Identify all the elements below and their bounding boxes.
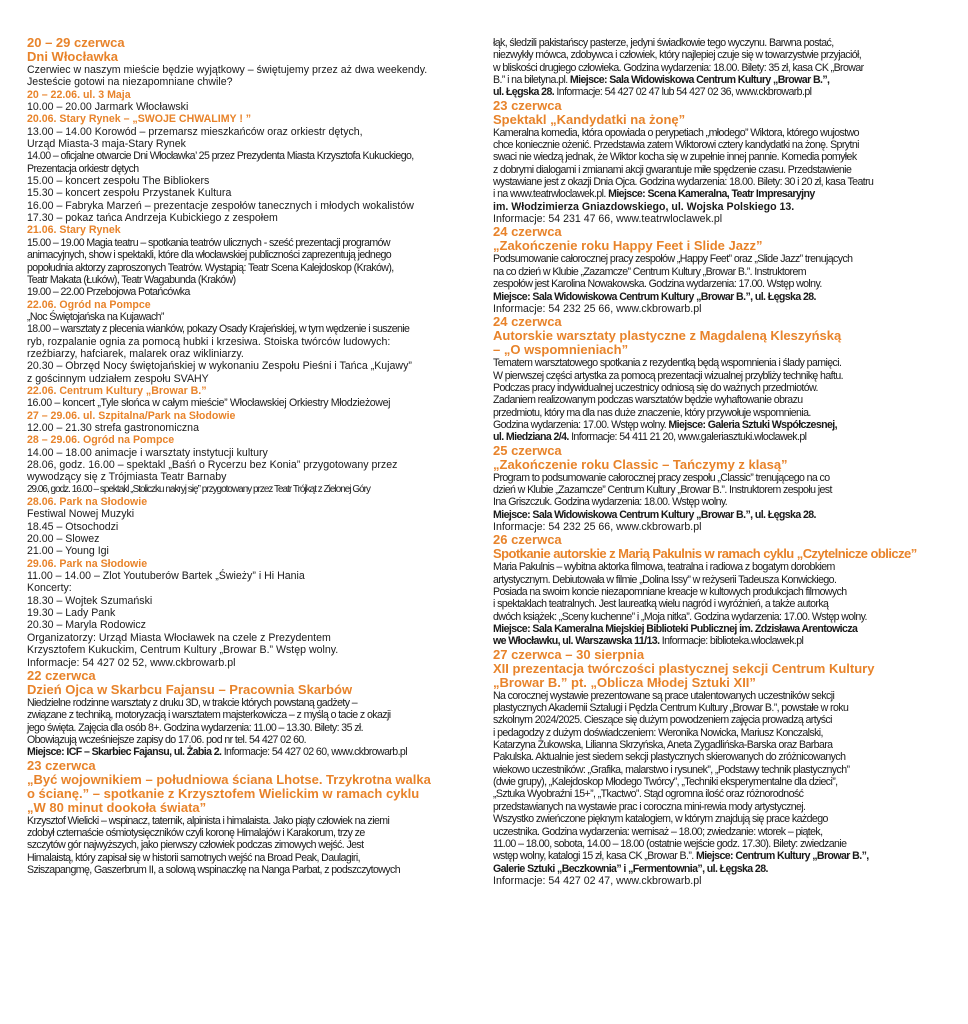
event-title-line: – „O wspomnieniach”	[493, 342, 629, 358]
description-line: i pedagodzy z dużym doświadczeniem: Weronika Nowicka, Mariusz Konczalski,	[493, 726, 823, 739]
event-title: „Zakończenie roku Classic – Tańczymy z klasą”	[493, 456, 788, 472]
venue-line	[493, 74, 953, 86]
event-wielicki	[27, 759, 475, 877]
event-title: Dni Włocławka	[27, 49, 119, 64]
event-kandydatki	[493, 99, 953, 226]
schedule-line: 16.00 – koncert „Tyle słońca w całym mieście” Włocławskiej Orkiestry Młodzieżowej	[27, 397, 391, 410]
description-line: Sziszapangmę, Gaszerbrum II, a solową wspinaczkę na Nanga Parbat, z podszczytowych	[27, 863, 400, 876]
description-line: łąk, śledzili pakistańscy pasterze, jedyni świadkowie tego wyczynu. Barwna postać,	[493, 37, 834, 49]
event-title-line: „Browar B.” pt. „Oblicza Młodej Sztuki XII”	[493, 674, 756, 690]
venue-line	[493, 86, 953, 98]
schedule-line: 15.00 – 19.00 Magia teatru – spotkania teatrów ulicznych - sześć prezentacji programów	[27, 236, 390, 249]
schedule-line: Teatr Makata (Łuków), Teatr Wagabunda (Kraków)	[27, 273, 236, 286]
event-title: Spotkanie autorskie z Marią Pakulnis w ramach cyklu „Czytelnicze oblicze”	[493, 546, 917, 562]
description-line: Himalaistą, który zapisał się w historii samotnych wejść na Broad Peak, Daulagiri,	[27, 851, 360, 864]
event-date: 25 czerwca	[493, 442, 562, 458]
schedule-line: 19.00 – 22.00 Przebojowa Potańcówka	[27, 286, 190, 299]
description-line: w bliskości drugiego człowieka. Godzina wydarzenia: 18.00. Bilety: 35 zł, kasa CK „Browar	[493, 61, 864, 74]
event-date: 24 czerwca	[493, 314, 562, 330]
description-line: Pakulska. Aktualnie jest siedem sekcji plastycznych skierowanych do zróżnicowanych	[493, 751, 846, 764]
left-column	[27, 36, 475, 876]
venue-line	[493, 635, 953, 647]
description-line: Krzysztof Wielicki – wspinacz, taternik, alpinista i himalaista. Jako piąty człowiek na ziemi	[27, 814, 390, 827]
venue-line	[493, 623, 953, 635]
description-line: Podsumowanie całorocznej pracy zespołów „Happy Feet” oraz „Slide Jazz” trenujących	[493, 253, 853, 266]
info: Informacje: 54 411 21 20, www.galeriasztuki.wloclawek.pl	[568, 431, 807, 444]
schedule-line: Informacje: 54 427 02 52, www.ckbrowarb.pl	[27, 656, 236, 669]
event-date: 24 czerwca	[493, 224, 562, 240]
schedule-line: 18.00 – warsztaty z plecenia wianków, pokazy Osady Krajeńskiej, w tym wędzenie i suszenie	[27, 323, 410, 336]
venue: Miejsce: Sala Widowiskowa Centrum Kultury „Browar B.”,	[569, 74, 830, 87]
venue: Miejsce: Sala Widowiskowa Centrum Kultury „Browar B.”, ul. Łęgska 28.	[493, 290, 816, 303]
venue: ul. Łęgska 28.	[493, 86, 555, 99]
event-date: 20 – 29 czerwca	[27, 35, 125, 50]
description-line: Wszystko zwieńczone pięknym katalogiem, w którym znajdują się prace każdego	[493, 813, 828, 826]
description-line: zespołów jest Karolina Nowakowska. Godzina wydarzenia: 17.00. Wstęp wolny.	[493, 278, 822, 291]
schedule-line: 10.00 – 20.00 Jarmark Włocławski	[27, 101, 189, 114]
schedule-line: animacyjnych, show i spektakli, które dla włocławskiej publiczności zaprezentują jednego	[27, 249, 392, 262]
description-line: Katarzyna Żukowska, Lilianna Skrzyńska, Aneta Zygadlińska-Barska oraz Barbara	[493, 739, 833, 752]
info: Informacje: 54 232 25 66, www.ckbrowarb.pl	[493, 302, 702, 315]
schedule-line: 20.00 – Slowez	[27, 533, 100, 546]
schedule-line: Festiwal Nowej Muzyki	[27, 508, 135, 521]
schedule-line: z gościnnym udziałem zespołu SVAHY	[27, 372, 209, 385]
description-line: i na www.teatrwloclawek.pl.	[493, 188, 609, 201]
event-date: 27 czerwca – 30 sierpnia	[493, 646, 645, 662]
venue: Galerie Sztuki „Beczkownia” i „Fermentownia”, ul. Łęgska 28.	[493, 862, 768, 875]
description-line: przedmiotu, który ma dla nas duże znaczenie, który przywołuje wspomnienia.	[493, 406, 811, 419]
event-title: Spektakl „Kandydatki na żonę”	[493, 111, 686, 127]
venue: Miejsce: Sala Kameralna Miejskiej Biblioteki Publicznej im. Zdzisława Arentowicza	[493, 623, 858, 636]
venue-line	[493, 863, 953, 875]
info: Informacje: 54 427 02 47 lub 54 427 02 36, www.ckbrowarb.pl	[554, 86, 812, 99]
section-heading: 20 – 22.06. ul. 3 Maja	[27, 88, 131, 101]
event-oblicza	[493, 648, 953, 888]
info: Informacje: biblioteka.wloclawek.pl	[659, 635, 804, 648]
description-line: na co dzień w Klubie „Zazamcze” Centrum Kultury „Browar B.”. Instruktorem	[493, 265, 806, 278]
info: Informacje: 54 232 25 66, www.ckbrowarb.pl	[493, 520, 702, 533]
venue-line	[493, 201, 953, 213]
description-line: plastycznych Akademii Sztalugi i Pędzla Centrum Kultury „Browar B.”, powstałe w roku	[493, 702, 849, 715]
schedule-line: Urząd Miasta-3 maja-Stary Rynek	[27, 138, 186, 151]
schedule-line: popołudnia aktorzy zaproszonych Teatrów. Wystąpią: Teatr Scena Kalejdoskop (Kraków),	[27, 261, 394, 274]
description-line: „Sztuka Wyobraźni 15+”, „Tkactwo”. Stąd ogromna ilość oraz różnorodność	[493, 788, 804, 801]
description-line: wiekowo uczestników: „Grafika, malarstwo i rysunek”, „Podstawy technik plastycznych”	[493, 763, 850, 776]
event-title-line: „Być wojownikiem – południowa ściana Lhotse. Trzykrotna walka	[27, 771, 431, 787]
schedule-line: 15.30 – koncert zespołu Przystanek Kultura	[27, 187, 232, 200]
event-dzien-ojca	[27, 669, 475, 759]
venue-line	[493, 419, 953, 431]
event-title-line: o ścianę.” – spotkanie z Krzysztofem Wielickim w ramach cyklu	[27, 785, 420, 801]
description-line: 11.00 – 18.00, sobota, 14.00 – 18.00 (ostatnie wejście godz. 17.30). Bilety: zwiedzanie	[493, 837, 847, 850]
venue-line	[493, 188, 953, 200]
description-line: szkolnym 2024/2025. Cieszące się dużym powodzeniem zajęcia prowadzą artyści	[493, 714, 832, 727]
venue: Miejsce: Scena Kameralna, Teatr Impresaryjny	[608, 188, 815, 201]
venue: Miejsce: Centrum Kultury „Browar B.”,	[695, 850, 869, 863]
description-line: B.” i na biletyna.pl.	[493, 74, 570, 87]
right-column	[493, 37, 953, 887]
event-date: 22 czerwca	[27, 667, 96, 683]
section-heading: 27 – 29.06. ul. Szpitalna/Park na Słodowie	[27, 409, 236, 422]
schedule-line: 17.30 – pokaz tańca Andrzeja Kubickiego z zespołem	[27, 212, 278, 225]
schedule-line: Organizatorzy: Urząd Miasta Włocławek na czele z Prezydentem	[27, 631, 331, 644]
description-line: niezwykły mówca, zdobywca i człowiek, który najlepiej czuje się w towarzystwie przyjaciół,	[493, 49, 862, 62]
description-line: uczestnika. Godzina wydarzenia: wernisaż – 18.00; zwiedzanie: wtorek – piątek,	[493, 825, 823, 838]
description-line: (dwie grupy), „Kalejdoskop Młodego Twórcy”, „Techniki eksperymentalne dla dzieci”,	[493, 776, 838, 789]
venue: im. Włodzimierza Gniazdowskiego, ul. Wojska Polskiego 13.	[493, 200, 795, 213]
description-line: i spektaklach teatralnych. Jest laureatką wielu nagród i wyróżnień, a także autorką	[493, 598, 829, 611]
description-line: z dobrymi dialogami i zmianami akcji gwarantuje miłe spędzenie czasu. Przedstawienie	[493, 163, 852, 176]
description-line: Tematem warsztatowego spotkania z rezydentką będą wspomnienia i ślady pamięci.	[493, 357, 842, 370]
event-wielicki-continued	[493, 37, 953, 99]
schedule-line: 29.06, godz. 16.00 – spektakl „Stoliczku nakryj się” przygotowany przez Teatr Trójkąt z Zielonej Góry	[27, 483, 370, 495]
description-line: dzień w Klubie „Zazamcze” Centrum Kultury „Browar B.”. Instruktorem zespołu jest	[493, 483, 832, 496]
schedule-line: 12.00 – 21.30 strefa gastronomiczna	[27, 421, 199, 434]
section-heading: 28.06. Park na Słodowie	[27, 496, 148, 509]
schedule-line: Prezentacja orkiestr dętych	[27, 162, 139, 175]
event-title: Dzień Ojca w Skarbcu Fajansu – Pracownia Skarbów	[27, 681, 353, 697]
schedule-line: Koncerty:	[27, 582, 72, 595]
description-line: Godzina wydarzenia: 17.00. Wstęp wolny.	[493, 418, 669, 431]
event-title-line: „W 80 minut dookoła świata”	[27, 799, 207, 815]
schedule-line: 20.30 – Obrzęd Nocy świętojańskiej w wykonaniu Zespołu Pieśni i Tańca „Kujawy”	[27, 360, 412, 373]
description-line: Maria Pakulnis – wybitna aktorka filmowa, teatralna i radiowa z bogatym dorobkiem	[493, 561, 835, 574]
description-line: jego święta. Zajęcia dla osób 8+. Godzina wydarzenia: 11.00 – 13.30. Bilety: 35 zł.	[27, 721, 364, 734]
description-line: Zadaniem realizowanym podczas warsztatów będzie wyhaftowanie obrazu	[493, 394, 803, 407]
venue-line	[493, 291, 953, 303]
event-date: 23 czerwca	[27, 757, 96, 773]
event-pakulnis	[493, 533, 953, 647]
venue-line	[493, 850, 953, 862]
event-date: 26 czerwca	[493, 532, 562, 548]
description-line: Niedzielne rodzinne warsztaty z druku 3D, w trakcie których powstaną gadżety –	[27, 696, 358, 709]
schedule-line: Krzysztofem Kukuckim, Centrum Kultury „Browar B.” Wstęp wolny.	[27, 644, 339, 657]
section-heading: 22.06. Ogród na Pompce	[27, 298, 151, 311]
event-happy-feet	[493, 225, 953, 315]
description-line: zdobył czternaście ośmiotysięczników czyli koronę Himalajów i Karakorum, trzy ze	[27, 826, 365, 839]
schedule-line: 14.00 – 18.00 animacje i warsztaty instytucji kultury	[27, 446, 268, 459]
description-line: Ina Griszczuk. Godzina wydarzenia: 18.00. Wstęp wolny.	[493, 496, 728, 509]
schedule-line: 18.30 – Wojtek Szumański	[27, 594, 153, 607]
description-line: związane z techniką, motoryzacją i warsztatem majsterkowicza – z myślą o tacie z okazji	[27, 709, 391, 722]
description-line: Podczas pracy indywidualnej uczestnicy odniosą się do ważnych przedmiotów.	[493, 381, 818, 394]
venue: Miejsce: Sala Widowiskowa Centrum Kultury „Browar B.”, ul. Łęgska 28.	[493, 508, 816, 521]
schedule-line: 13.00 – 14.00 Korowód – przemarsz mieszkańców oraz orkiestr dętych,	[27, 125, 363, 138]
schedule-line: 28.06, godz. 16.00 – spektakl „Baśń o Rycerzu bez Konia” przygotowany przez	[27, 459, 398, 471]
venue-line	[493, 431, 953, 443]
description-line: W pierwszej części artystka za pomocą prezentacji wizualnej przybliży technikę haftu.	[493, 369, 843, 382]
description-line: Na corocznej wystawie prezentowane są prace utalentowanych uczestników sekcji	[493, 689, 835, 702]
event-title-line: XII prezentacja twórczości plastycznej sekcji Centrum Kultury	[493, 660, 875, 676]
event-title: „Zakończenie roku Happy Feet i Slide Jazz”	[493, 238, 763, 254]
description-line: wystawiane jest z okazji Dnia Ojca. Godzina wydarzenia: 18.00. Bilety: 30 i 20 zł, kasa Teatru	[493, 176, 874, 189]
section-heading: 29.06. Park na Słodowie	[27, 557, 148, 570]
section-heading: 21.06. Stary Rynek	[27, 224, 121, 237]
description-line: chce koniecznie ożenić. Przedstawia zatem Wiktorowi cztery kandydatki na żonę. Sprytni	[493, 139, 859, 152]
schedule-line: 20.30 – Maryla Rodowicz	[27, 619, 146, 632]
description-line: artystycznym. Debiutowała w filmie „Dolina Issy” w reżyserii Tadeusza Konwickiego.	[493, 573, 837, 586]
schedule-line: 15.00 – koncert zespołu The Bibliokers	[27, 175, 210, 188]
venue: we Włocławku, ul. Warszawska 11/13.	[493, 635, 660, 648]
intro-line: Czerwiec w naszym mieście będzie wyjątkowy – świętujemy przez aż dwa weekendy.	[27, 64, 428, 76]
description-line: szczytów gór najwyższych, jako pierwszy człowiek podczas zimowych wejść. Jest	[27, 839, 364, 852]
description-line: dwóch książek: „Sceny kuchenne” i „Moja nitka”. Godzina wydarzenia: 17.00. Wstęp wolny.	[493, 610, 867, 623]
section-heading: 22.06. Centrum Kultury „Browar B.”	[27, 384, 207, 397]
section-heading: 20.06. Stary Rynek – „SWOJE CHWALIMY ! ”	[27, 113, 252, 126]
description-line: Posiada na swoim koncie niezapomniane kreacje w kultowych produkcjach filmowych	[493, 586, 847, 598]
venue-line	[27, 746, 475, 758]
schedule-line: ryb, rozpalanie ognia za pomocą hubki i krzesiwa. Stoiska twórców ludowych:	[27, 335, 391, 348]
info: Informacje: 54 427 02 47, www.ckbrowarb.pl	[493, 874, 702, 887]
description-line: swaci nie wiedzą jednak, że Wiktor kocha się w zupełnie innej pannie. Komedia pomyłek	[493, 151, 857, 164]
venue: ul. Miedziana 2/4.	[493, 431, 569, 444]
venue: Miejsce: ICF – Skarbiec Fajansu, ul. Żabia 2.	[27, 746, 222, 759]
schedule-line: 11.00 – 14.00 – Zlot Youtuberów Bartek „Świeży” i Hi Hania	[27, 570, 305, 583]
section-heading: 28 – 29.06. Ogród na Pompce	[27, 434, 175, 447]
description-line: Kameralna komedia, która opowiada o perypetiach „młodego” Wiktora, którego wujostwo	[493, 126, 859, 139]
schedule-line: 14.00 – oficjalne otwarcie Dni Włocławka’ 25 przez Prezydenta Miasta Krzysztofa Kukuckiego,	[27, 150, 414, 163]
description-line: wstęp wolny, katalogi 15 zł, kasa CK „Browar B.”.	[493, 850, 696, 863]
event-date: 23 czerwca	[493, 97, 562, 113]
schedule-line: 19.30 – Lady Pank	[27, 607, 116, 620]
schedule-line: wywodzący się z Trójmiasta Teatr Barnaby	[27, 471, 227, 484]
venue: Miejsce: Galeria Sztuki Współczesnej,	[668, 418, 837, 431]
event-dni-wloclawka	[27, 36, 475, 669]
description-line: Program to podsumowanie całorocznej pracy zespołu „Classic” trenującego na co	[493, 471, 830, 484]
description-line: przedstawianych na wystawie prac i coroczna mini-rewia mody artystycznej.	[493, 800, 806, 813]
schedule-line: rzeźbiarzy, hafciarek, malarek oraz wikliniarzy.	[27, 347, 244, 360]
schedule-line: 16.00 – Fabryka Marzeń – prezentacje zespołów tanecznych i młodych wokalistów	[27, 199, 414, 212]
schedule-line: „Noc Świętojańska na Kujawach”	[27, 310, 164, 323]
schedule-line: 21.00 – Young Igi	[27, 545, 109, 558]
description-line: Obowiązują wcześniejsze zapisy do 17.06. pod nr tel. 54 427 02 60.	[27, 733, 306, 746]
event-title-line: Autorskie warsztaty plastyczne z Magdaleną Kleszyńską	[493, 328, 842, 344]
intro-line: Jesteście gotowi na niezapomniane chwile?	[27, 76, 233, 89]
schedule-line: 18.45 – Otsochodzi	[27, 520, 119, 533]
event-kleszynska	[493, 315, 953, 443]
info: Informacje: 54 231 47 66, www.teatrwloclawek.pl	[493, 213, 723, 226]
event-classic	[493, 444, 953, 534]
info: Informacje: 54 427 02 60, www.ckbrowarb.pl	[221, 746, 407, 759]
venue-line	[493, 509, 953, 521]
